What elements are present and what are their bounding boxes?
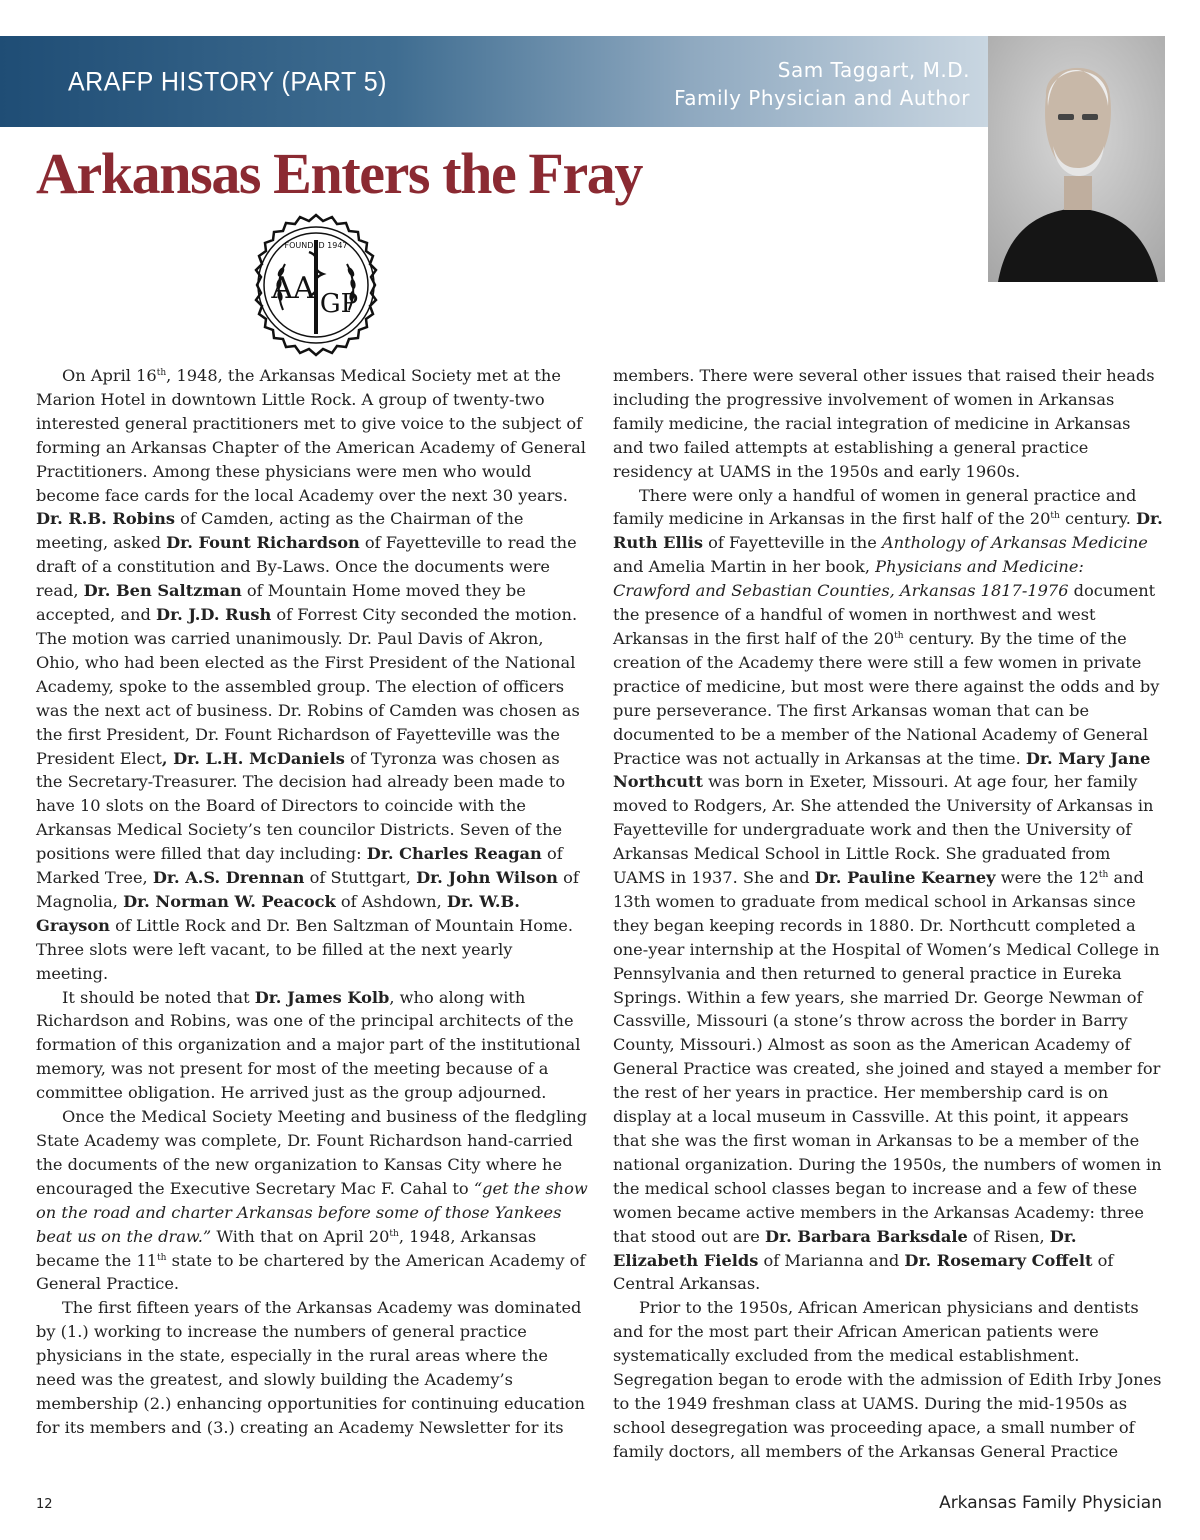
paragraph: members. There were several other issues that raised their heads including the progressive involvement of women in Arkansas family medicine, the racial integration of medicine in Arkansas and two failed attempts at establishing a general practice residency at UAMS in the 1950s and early 1960s. xyxy=(613,366,1155,481)
article-title: Arkansas Enters the Fray xyxy=(36,141,642,206)
seal-letters-right: GP xyxy=(319,289,359,319)
author-photo xyxy=(988,36,1165,282)
article-column-left xyxy=(36,364,588,1440)
paragraph: Once the Medical Society Meeting and business of the fledgling State Academy was complete, Dr. Fount Richardson hand-carried the documents of the new organization to Kansas City where he encouraged the Executive Secretary Mac F. Cahal to “get the show on the road and charter Arkansas before some of those Yankees beat us on the draw.” With that on April 20th, 1948, Arkansas became the 11th state to be chartered by the American Academy of General Practice. xyxy=(36,1107,588,1294)
seal-letters-left: AA xyxy=(271,271,315,306)
section-label: ARAFP HISTORY (PART 5) xyxy=(68,66,387,98)
author-byline xyxy=(674,56,970,112)
paragraph: There were only a handful of women in general practice and family medicine in Arkansas in the first half of the 20th century. Dr. Ruth Ellis of Fayetteville in the Anthology of Arkansas Medicine and Amelia Martin in her book, Physicians and Medicine: Crawford and Sebastian Counties, Arkansas 1817-1976 document the presence of a handful of women in northwest and west Arkansas in the first half of the 20th century. By the time of the creation of the Academy there were still a few women in private practice of medicine, but most were there against the odds and by pure perseverance. The first Arkansas woman that can be documented to be a member of the National Academy of General Practice was not actually in Arkansas at the time. Dr. Mary Jane Northcutt was born in Exeter, Missouri. At age four, her family moved to Rodgers, Ar. She attended the University of Arkansas in Fayetteville for undergraduate work and then the University of Arkansas Medical School in Little Rock. She graduated from UAMS in 1937. She and Dr. Pauline Kearney were the 12th and 13th women to graduate from medical school in Arkansas since they began keeping records in 1880. Dr. Northcutt completed a one-year internship at the Hospital of Women’s Medical College in Pennsylvania and then returned to general practice in Eureka Springs. Within a few years, she married Dr. George Newman of Cassville, Missouri (a stone’s throw across the border in Barry County, Missouri.) Almost as soon as the American Academy of General Practice was created, she joined and stayed a member for the rest of her years in practice. Her membership card is on display at a local museum in Cassville. At this point, it appears that she was the first woman in Arkansas to be a member of the national organization. During the 1950s, the numbers of women in the medical school classes began to increase and a few of these women became active members in the Arkansas Academy: three that stood out are Dr. Barbara Barksdale of Risen, Dr. Elizabeth Fields of Marianna and Dr. Rosemary Coffelt of Central Arkansas. xyxy=(613,485,1163,1294)
paragraph: The first fifteen years of the Arkansas Academy was dominated by (1.) working to increase the numbers of general practice physicians in the state, especially in the rural areas where the need was the greatest, and slowly building the Academy’s membership (2.) enhancing opportunities for continuing education for its members and (3.) creating an Academy Newsletter for its xyxy=(36,1298,585,1437)
aagp-seal-logo xyxy=(243,212,389,358)
author-portrait-image xyxy=(988,36,1165,282)
seal-founded-text: FOUNDED 1947 xyxy=(284,241,348,250)
article-column-right xyxy=(613,364,1165,1464)
page-number: 12 xyxy=(36,1497,53,1512)
paragraph: Prior to the 1950s, African American physicians and dentists and for the most part their African American patients were systematically excluded from the medical establishment. Segregation began to erode with the admission of Edith Irby Jones to the 1949 freshman class at UAMS. During the mid-1950s as school desegregation was proceeding apace, a small number of family doctors, all members of the Arkansas General Practice xyxy=(613,1298,1162,1461)
author-role: Family Physician and Author xyxy=(674,86,970,110)
paragraph: On April 16th, 1948, the Arkansas Medical Society met at the Marion Hotel in downtown Little Rock. A group of twenty-two interested general practitioners met to give voice to the subject of forming an Arkansas Chapter of the American Academy of General Practitioners. Among these physicians were men who would become face cards for the local Academy over the next 30 years. Dr. R.B. Robins of Camden, acting as the Chairman of the meeting, asked Dr. Fount Richardson of Fayetteville to read the draft of a constitution and By-Laws. Once the documents were read, Dr. Ben Saltzman of Mountain Home moved they be accepted, and Dr. J.D. Rush of Forrest City seconded the motion. The motion was carried unanimously. Dr. Paul Davis of Akron, Ohio, who had been elected as the First President of the National Academy, spoke to the assembled group. The election of officers was the next act of business. Dr. Robins of Camden was chosen as the first President, Dr. Fount Richardson of Fayetteville was the President Elect, Dr. L.H. McDaniels of Tyronza was chosen as the Secretary-Treasurer. The decision had already been made to have 10 slots on the Board of Directors to coincide with the Arkansas Medical Society’s ten councilor Districts. Seven of the positions were filled that day including: Dr. Charles Reagan of Marked Tree, Dr. A.S. Drennan of Stuttgart, Dr. John Wilson of Magnolia, Dr. Norman W. Peacock of Ashdown, Dr. W.B. Grayson of Little Rock and Dr. Ben Saltzman of Mountain Home. Three slots were left vacant, to be filled at the next yearly meeting. xyxy=(36,366,586,983)
publication-name: Arkansas Family Physician xyxy=(939,1493,1162,1513)
author-name: Sam Taggart, M.D. xyxy=(777,58,970,82)
paragraph: It should be noted that Dr. James Kolb, who along with Richardson and Robins, was one of the principal architects of the formation of this organization and a major part of the institutional memory, was not present for most of the meeting because of a committee obligation. He arrived just as the group adjourned. xyxy=(36,987,581,1103)
